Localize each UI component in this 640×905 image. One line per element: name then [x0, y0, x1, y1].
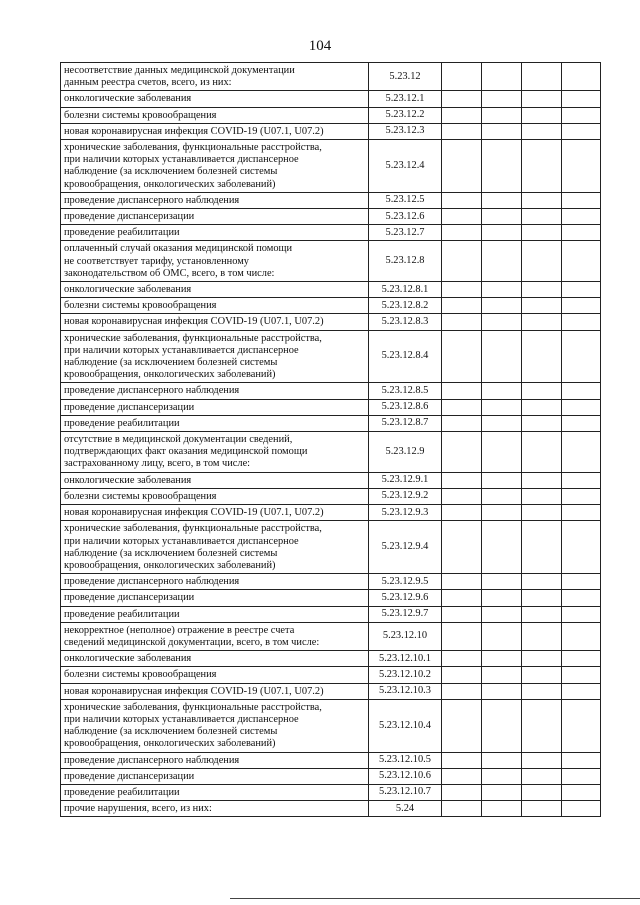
empty-value-cell: [442, 521, 482, 574]
empty-value-cell: [442, 472, 482, 488]
empty-value-cell: [482, 590, 522, 606]
empty-value-cell: [442, 574, 482, 590]
row-code: 5.23.12.9.6: [369, 590, 442, 606]
empty-value-cell: [442, 667, 482, 683]
empty-value-cell: [562, 801, 601, 817]
empty-value-cell: [562, 651, 601, 667]
empty-value-cell: [562, 606, 601, 622]
empty-value-cell: [522, 91, 562, 107]
empty-value-cell: [482, 209, 522, 225]
violations-table: [60, 62, 601, 817]
table-row: [61, 209, 601, 225]
table-row: [61, 330, 601, 383]
row-name: проведение диспансерного наблюдения: [64, 194, 240, 206]
empty-value-cell: [482, 241, 522, 282]
empty-value-cell: [522, 140, 562, 193]
table-row: [61, 123, 601, 139]
empty-value-cell: [442, 590, 482, 606]
row-code: 5.23.12.2: [369, 107, 442, 123]
row-name: проведение реабилитации: [64, 608, 180, 620]
empty-value-cell: [562, 107, 601, 123]
row-name: проведение диспансеризации: [64, 401, 195, 413]
empty-value-cell: [522, 488, 562, 504]
empty-value-cell: [482, 606, 522, 622]
row-code: 5.23.12.4: [369, 140, 442, 193]
table-row: [61, 651, 601, 667]
table-row: [61, 432, 601, 473]
empty-value-cell: [442, 192, 482, 208]
row-name: болезни системы кровообращения: [64, 490, 217, 502]
empty-value-cell: [562, 225, 601, 241]
empty-value-cell: [442, 225, 482, 241]
empty-value-cell: [562, 784, 601, 800]
row-name-cell: [61, 768, 369, 784]
row-name-cell: [61, 784, 369, 800]
empty-value-cell: [522, 282, 562, 298]
row-code: 5.23.12.9: [369, 432, 442, 473]
row-code: 5.23.12.10.5: [369, 752, 442, 768]
empty-value-cell: [522, 383, 562, 399]
table-row: [61, 622, 601, 650]
row-code: 5.23.12.9.7: [369, 606, 442, 622]
empty-value-cell: [522, 768, 562, 784]
empty-value-cell: [442, 282, 482, 298]
empty-value-cell: [522, 472, 562, 488]
row-name: отсутствие в медицинской документации сведений, подтверждающих факт оказания медицинской помощи застрахованному лицу, всего, в том числе:: [64, 434, 308, 470]
empty-value-cell: [522, 683, 562, 699]
empty-value-cell: [562, 282, 601, 298]
empty-value-cell: [522, 801, 562, 817]
row-name-cell: [61, 590, 369, 606]
empty-value-cell: [442, 699, 482, 752]
empty-value-cell: [522, 63, 562, 91]
row-name-cell: [61, 241, 369, 282]
row-name-cell: [61, 752, 369, 768]
table-row: [61, 590, 601, 606]
table-row: [61, 282, 601, 298]
empty-value-cell: [442, 330, 482, 383]
empty-value-cell: [482, 415, 522, 431]
row-name: новая коронавирусная инфекция COVID-19 (U07.1, U07.2): [64, 125, 324, 137]
row-code: 5.23.12.8.3: [369, 314, 442, 330]
row-code: 5.23.12.8.5: [369, 383, 442, 399]
empty-value-cell: [522, 574, 562, 590]
empty-value-cell: [482, 667, 522, 683]
table-row: [61, 241, 601, 282]
empty-value-cell: [562, 505, 601, 521]
row-name: проведение реабилитации: [64, 417, 180, 429]
table-body: [61, 63, 601, 817]
empty-value-cell: [482, 383, 522, 399]
empty-value-cell: [562, 63, 601, 91]
row-name-cell: [61, 521, 369, 574]
empty-value-cell: [482, 123, 522, 139]
empty-value-cell: [442, 298, 482, 314]
empty-value-cell: [442, 314, 482, 330]
table-row: [61, 107, 601, 123]
table-row: [61, 314, 601, 330]
document-table-wrapper: [60, 62, 601, 817]
table-row: [61, 488, 601, 504]
empty-value-cell: [482, 651, 522, 667]
row-name-cell: [61, 606, 369, 622]
empty-value-cell: [482, 192, 522, 208]
empty-value-cell: [482, 472, 522, 488]
row-name: новая коронавирусная инфекция COVID-19 (U07.1, U07.2): [64, 507, 324, 519]
table-row: [61, 140, 601, 193]
empty-value-cell: [482, 752, 522, 768]
table-row: [61, 91, 601, 107]
empty-value-cell: [442, 123, 482, 139]
empty-value-cell: [442, 784, 482, 800]
empty-value-cell: [522, 330, 562, 383]
row-code: 5.23.12.9.5: [369, 574, 442, 590]
empty-value-cell: [522, 225, 562, 241]
row-name-cell: [61, 399, 369, 415]
empty-value-cell: [562, 574, 601, 590]
table-row: [61, 683, 601, 699]
empty-value-cell: [442, 488, 482, 504]
empty-value-cell: [562, 192, 601, 208]
empty-value-cell: [522, 606, 562, 622]
empty-value-cell: [522, 784, 562, 800]
empty-value-cell: [482, 432, 522, 473]
empty-value-cell: [522, 505, 562, 521]
table-row: [61, 472, 601, 488]
page-number: 104: [308, 38, 332, 54]
empty-value-cell: [562, 590, 601, 606]
row-code: 5.23.12.10.7: [369, 784, 442, 800]
empty-value-cell: [442, 63, 482, 91]
row-name-cell: [61, 209, 369, 225]
row-name: хронические заболевания, функциональные расстройства, при наличии которых устанавливается диспансерное наблюдение (за исключением болезней системы кровообращения, онкологических заболеваний): [64, 523, 322, 571]
empty-value-cell: [442, 606, 482, 622]
row-code: 5.23.12.9.2: [369, 488, 442, 504]
table-row: [61, 667, 601, 683]
row-name: проведение диспансеризации: [64, 770, 195, 782]
row-code: 5.23.12.6: [369, 209, 442, 225]
empty-value-cell: [522, 622, 562, 650]
empty-value-cell: [522, 651, 562, 667]
table-row: [61, 63, 601, 91]
row-name: болезни системы кровообращения: [64, 669, 217, 681]
row-name: онкологические заболевания: [64, 653, 192, 665]
row-name-cell: [61, 383, 369, 399]
table-row: [61, 383, 601, 399]
row-name-cell: [61, 225, 369, 241]
empty-value-cell: [522, 699, 562, 752]
empty-value-cell: [482, 801, 522, 817]
table-row: [61, 606, 601, 622]
row-name-cell: [61, 488, 369, 504]
table-row: [61, 399, 601, 415]
row-name-cell: [61, 651, 369, 667]
empty-value-cell: [442, 107, 482, 123]
row-name: проведение диспансерного наблюдения: [64, 576, 240, 588]
row-name-cell: [61, 505, 369, 521]
empty-value-cell: [482, 91, 522, 107]
empty-value-cell: [482, 314, 522, 330]
row-code: 5.23.12.10.1: [369, 651, 442, 667]
empty-value-cell: [562, 768, 601, 784]
row-name: проведение диспансерного наблюдения: [64, 385, 240, 397]
row-name: болезни системы кровообращения: [64, 300, 217, 312]
row-code: 5.23.12.8: [369, 241, 442, 282]
row-name-cell: [61, 123, 369, 139]
empty-value-cell: [562, 472, 601, 488]
row-name: хронические заболевания, функциональные расстройства, при наличии которых устанавливается диспансерное наблюдение (за исключением болезней системы кровообращения, онкологических заболеваний): [64, 142, 322, 190]
empty-value-cell: [522, 298, 562, 314]
row-name: проведение диспансеризации: [64, 592, 195, 604]
row-code: 5.24: [369, 801, 442, 817]
table-row: [61, 574, 601, 590]
empty-value-cell: [562, 667, 601, 683]
empty-value-cell: [442, 241, 482, 282]
row-name: прочие нарушения, всего, из них:: [64, 803, 212, 815]
row-name-cell: [61, 667, 369, 683]
empty-value-cell: [442, 415, 482, 431]
empty-value-cell: [562, 699, 601, 752]
row-name-cell: [61, 330, 369, 383]
empty-value-cell: [562, 622, 601, 650]
row-code: 5.23.12.10: [369, 622, 442, 650]
table-row: [61, 752, 601, 768]
table-row: [61, 699, 601, 752]
row-name-cell: [61, 298, 369, 314]
table-row: [61, 298, 601, 314]
empty-value-cell: [522, 241, 562, 282]
row-name: оплаченный случай оказания медицинской помощи не соответствует тарифу, установленному законодательством об ОМС, всего, в том числе:: [64, 243, 293, 279]
empty-value-cell: [522, 192, 562, 208]
empty-value-cell: [522, 399, 562, 415]
row-code: 5.23.12.8.2: [369, 298, 442, 314]
row-code: 5.23.12.10.4: [369, 699, 442, 752]
empty-value-cell: [482, 699, 522, 752]
empty-value-cell: [522, 590, 562, 606]
row-name-cell: [61, 282, 369, 298]
empty-value-cell: [442, 505, 482, 521]
row-name-cell: [61, 192, 369, 208]
empty-value-cell: [562, 241, 601, 282]
row-name-cell: [61, 432, 369, 473]
row-code: 5.23.12.9.1: [369, 472, 442, 488]
row-name: проведение реабилитации: [64, 786, 180, 798]
row-name: несоответствие данных медицинской документации данным реестра счетов, всего, из них:: [64, 65, 295, 89]
empty-value-cell: [562, 683, 601, 699]
empty-value-cell: [442, 383, 482, 399]
table-row: [61, 505, 601, 521]
row-code: 5.23.12.8.7: [369, 415, 442, 431]
row-code: 5.23.12.8.1: [369, 282, 442, 298]
empty-value-cell: [562, 399, 601, 415]
empty-value-cell: [442, 651, 482, 667]
page-bottom-rule: [230, 898, 640, 899]
empty-value-cell: [562, 91, 601, 107]
empty-value-cell: [522, 314, 562, 330]
empty-value-cell: [562, 521, 601, 574]
empty-value-cell: [482, 622, 522, 650]
table-row: [61, 801, 601, 817]
empty-value-cell: [442, 209, 482, 225]
empty-value-cell: [562, 415, 601, 431]
empty-value-cell: [562, 140, 601, 193]
empty-value-cell: [562, 432, 601, 473]
row-name: болезни системы кровообращения: [64, 109, 217, 121]
empty-value-cell: [562, 209, 601, 225]
row-name: хронические заболевания, функциональные расстройства, при наличии которых устанавливается диспансерное наблюдение (за исключением болезней системы кровообращения, онкологических заболеваний): [64, 332, 322, 381]
empty-value-cell: [442, 801, 482, 817]
row-name-cell: [61, 63, 369, 91]
row-name: некорректное (неполное) отражение в реестре счета сведений медицинской документации, всего, в том числе:: [64, 624, 320, 648]
empty-value-cell: [442, 683, 482, 699]
empty-value-cell: [442, 140, 482, 193]
row-code: 5.23.12.10.2: [369, 667, 442, 683]
row-code: 5.23.12.8.6: [369, 399, 442, 415]
empty-value-cell: [482, 107, 522, 123]
empty-value-cell: [562, 752, 601, 768]
row-name-cell: [61, 699, 369, 752]
row-code: 5.23.12.5: [369, 192, 442, 208]
table-row: [61, 415, 601, 431]
empty-value-cell: [482, 488, 522, 504]
empty-value-cell: [482, 330, 522, 383]
empty-value-cell: [482, 521, 522, 574]
empty-value-cell: [482, 683, 522, 699]
empty-value-cell: [482, 282, 522, 298]
row-code: 5.23.12.10.6: [369, 768, 442, 784]
row-name-cell: [61, 140, 369, 193]
row-name-cell: [61, 107, 369, 123]
empty-value-cell: [482, 784, 522, 800]
row-name: проведение диспансеризации: [64, 211, 195, 223]
table-row: [61, 784, 601, 800]
row-code: 5.23.12.9.4: [369, 521, 442, 574]
row-name: онкологические заболевания: [64, 93, 192, 105]
table-row: [61, 225, 601, 241]
empty-value-cell: [562, 298, 601, 314]
table-row: [61, 192, 601, 208]
empty-value-cell: [482, 298, 522, 314]
empty-value-cell: [482, 505, 522, 521]
empty-value-cell: [482, 140, 522, 193]
empty-value-cell: [522, 667, 562, 683]
row-name-cell: [61, 622, 369, 650]
row-code: 5.23.12: [369, 63, 442, 91]
empty-value-cell: [482, 399, 522, 415]
table-row: [61, 521, 601, 574]
empty-value-cell: [482, 574, 522, 590]
row-code: 5.23.12.10.3: [369, 683, 442, 699]
row-name: онкологические заболевания: [64, 474, 192, 486]
empty-value-cell: [522, 415, 562, 431]
empty-value-cell: [442, 432, 482, 473]
row-name-cell: [61, 314, 369, 330]
row-name: онкологические заболевания: [64, 284, 192, 296]
row-code: 5.23.12.1: [369, 91, 442, 107]
empty-value-cell: [442, 768, 482, 784]
row-code: 5.23.12.3: [369, 123, 442, 139]
empty-value-cell: [562, 330, 601, 383]
empty-value-cell: [482, 63, 522, 91]
table-row: [61, 768, 601, 784]
row-name-cell: [61, 472, 369, 488]
empty-value-cell: [562, 314, 601, 330]
row-name-cell: [61, 91, 369, 107]
empty-value-cell: [562, 488, 601, 504]
row-code: 5.23.12.7: [369, 225, 442, 241]
row-code: 5.23.12.9.3: [369, 505, 442, 521]
row-name-cell: [61, 683, 369, 699]
empty-value-cell: [522, 123, 562, 139]
empty-value-cell: [522, 107, 562, 123]
empty-value-cell: [482, 768, 522, 784]
row-name-cell: [61, 415, 369, 431]
row-code: 5.23.12.8.4: [369, 330, 442, 383]
row-name-cell: [61, 801, 369, 817]
empty-value-cell: [442, 752, 482, 768]
row-name: проведение диспансерного наблюдения: [64, 754, 240, 766]
empty-value-cell: [442, 399, 482, 415]
empty-value-cell: [482, 225, 522, 241]
empty-value-cell: [522, 432, 562, 473]
empty-value-cell: [522, 752, 562, 768]
empty-value-cell: [562, 123, 601, 139]
row-name: хронические заболевания, функциональные расстройства, при наличии которых устанавливается диспансерное наблюдение (за исключением болезней системы кровообращения, онкологических заболеваний): [64, 701, 322, 750]
empty-value-cell: [442, 622, 482, 650]
row-name: новая коронавирусная инфекция COVID-19 (U07.1, U07.2): [64, 685, 324, 697]
empty-value-cell: [562, 383, 601, 399]
row-name-cell: [61, 574, 369, 590]
empty-value-cell: [442, 91, 482, 107]
row-name: проведение реабилитации: [64, 227, 180, 239]
empty-value-cell: [522, 209, 562, 225]
empty-value-cell: [522, 521, 562, 574]
row-name: новая коронавирусная инфекция COVID-19 (U07.1, U07.2): [64, 316, 324, 328]
